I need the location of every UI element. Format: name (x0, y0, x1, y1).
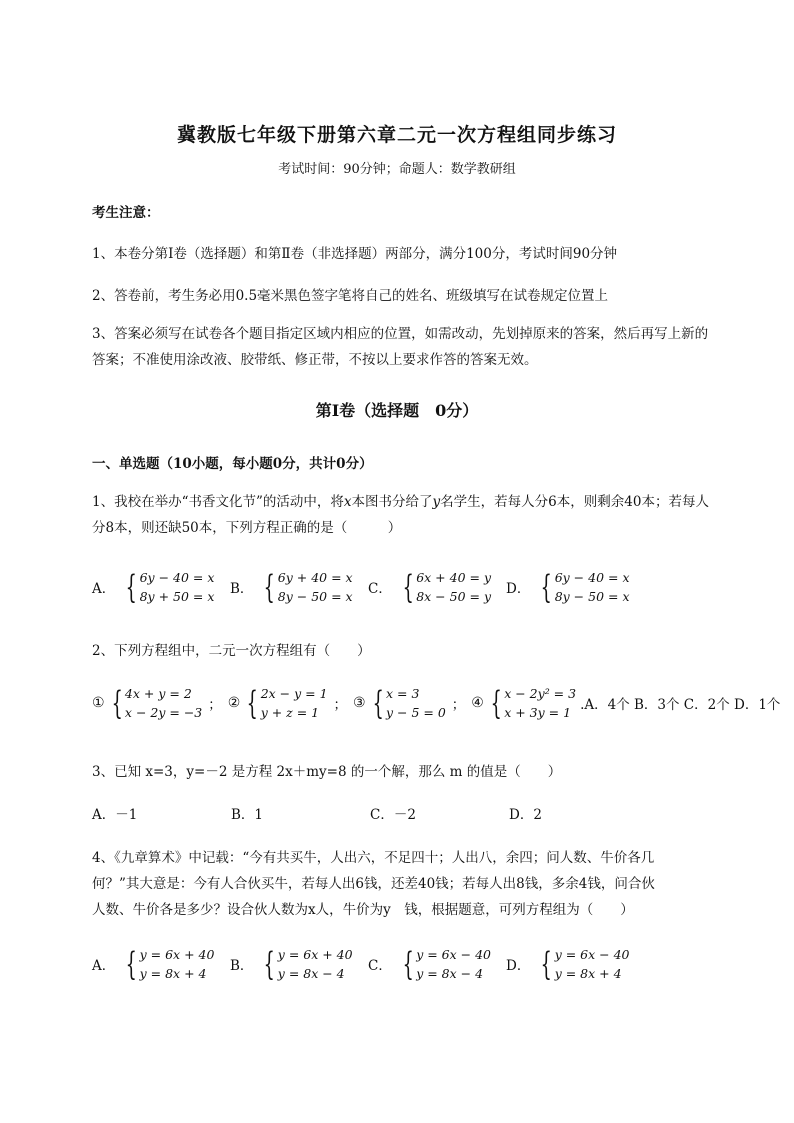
equation: x + 3y = 1 (504, 705, 572, 720)
equation: 8y − 50 = x (277, 589, 353, 604)
equation-system (242, 684, 327, 722)
q4-option-a[interactable] (92, 945, 230, 983)
question-4-options (92, 945, 644, 983)
q4-option-b[interactable] (230, 945, 368, 983)
equation: 6y + 40 = x (277, 570, 353, 585)
equation: y = 6x + 40 (139, 947, 215, 962)
q1-option-label: C． (368, 581, 392, 597)
equation: y = 6x − 40 (554, 947, 630, 962)
circled-number: ② (227, 695, 241, 711)
section-title: 第Ⅰ卷（选择题 0分） (315, 401, 479, 420)
q3-option-a[interactable]: A．－1 (92, 807, 138, 823)
separator: ； (333, 697, 348, 713)
q1-option-label: A． (92, 581, 116, 597)
question-3-stem: 3、已知 x=3，y=－2 是方程 2x＋my=8 的一个解，那么 m 的值是（ ） (92, 764, 562, 780)
equation-system (107, 684, 203, 722)
brace-icon: { (540, 568, 553, 606)
equation: 6y − 40 = x (139, 570, 215, 585)
brace-icon: { (372, 684, 384, 722)
separator: ； (451, 697, 466, 713)
notice-item-1: 1、本卷分第Ⅰ卷（选择题）和第Ⅱ卷（非选择题）两部分，满分100分，考试时间90分钟 (92, 246, 618, 262)
q1-option-a[interactable] (92, 568, 230, 606)
brace-icon: { (264, 568, 276, 606)
equation: 8y − 50 = x (554, 589, 630, 604)
question-2-stem: 2、下列方程组中，二元一次方程组有（ ） (92, 643, 371, 659)
question-1-stem (92, 489, 712, 541)
brace-icon: { (540, 945, 553, 983)
equation-system (259, 568, 352, 606)
equation-system (368, 684, 446, 722)
question-4-line-2: 何？”其大意是：今有人合伙买牛，若每人出6钱，还差40钱；若每人出8钱，多余4钱，问合伙 (92, 876, 655, 892)
equation: x − 2y² = 3 (504, 686, 577, 701)
q1-option-label: D． (506, 581, 531, 597)
q1-option-b[interactable] (230, 568, 368, 606)
brace-icon: { (402, 568, 414, 606)
q4-option-label: D． (506, 958, 531, 974)
equation: 6y − 40 = x (554, 570, 630, 585)
equation: y = 8x + 4 (139, 966, 207, 981)
equation: 8x − 50 = y (416, 589, 492, 604)
question-3-options (92, 803, 648, 823)
q4-option-c[interactable] (368, 945, 506, 983)
brace-icon: { (125, 568, 138, 606)
equation-system (536, 568, 629, 606)
brace-icon: { (264, 945, 276, 983)
equation: 8y + 50 = x (139, 589, 215, 604)
circled-number: ① (92, 695, 105, 711)
q3-option-d[interactable]: D．2 (509, 807, 542, 823)
equation: y = 6x − 40 (416, 947, 492, 962)
equation-system (398, 945, 491, 983)
q4-option-label: B． (230, 958, 254, 974)
equation-system (398, 568, 491, 606)
question-1-options (92, 568, 644, 606)
q1-var-x: x (343, 494, 352, 510)
question-4-line-1: 4、《九章算术》中记载：“今有共买牛，人出六，不足四十；人出八，余四；问人数、牛价各几 (92, 850, 655, 866)
q1-option-c[interactable] (368, 568, 506, 606)
circled-number: ③ (353, 695, 366, 711)
question-2-systems (92, 684, 780, 722)
brace-icon: { (111, 684, 123, 722)
q1-text-b: 本图书分给了 (351, 494, 433, 510)
brace-icon: { (125, 945, 138, 983)
q3-option-c[interactable]: C．－2 (370, 807, 416, 823)
notice-item-3: 3、答案必须写在试卷各个题目指定区域内相应的位置，如需改动，先划掉原来的答案，然后再写上新的答案；不准使用涂改液、胶带纸、修正带，不按以上要求作答的答案无效。 (92, 326, 709, 368)
circled-number: ④ (471, 695, 484, 711)
q3-option-b[interactable]: B．1 (231, 807, 264, 823)
equation: 6x + 40 = y (416, 570, 492, 585)
question-2-answer-choices[interactable]: .A．4个 B．3个 C．2个 D．1个 (580, 697, 781, 713)
q1-option-label: B． (230, 581, 254, 597)
document-title: 冀教版七年级下册第六章二元一次方程组同步练习 (176, 124, 617, 146)
equation: x − 2y = −3 (124, 705, 203, 720)
equation: y = 8x − 4 (277, 966, 345, 981)
equation-system (536, 945, 629, 983)
equation: 4x + y = 2 (124, 686, 192, 701)
equation: y = 8x + 4 (554, 966, 622, 981)
notice-item-2: 2、答卷前，考生务必用0.5毫米黑色签字笔将自己的姓名、班级填写在试卷规定位置上 (92, 288, 609, 304)
q4-option-label: C． (368, 958, 392, 974)
separator: ； (208, 697, 222, 713)
q4-option-label: A． (92, 958, 116, 974)
equation-system (121, 568, 214, 606)
q4-option-d[interactable] (506, 945, 644, 983)
question-4-line-3: 人数、牛价各是多少？设合伙人数为x人，牛价为y 钱，根据题意，可列方程组为（ ） (92, 902, 634, 918)
q1-text-a: 1、我校在举办“书香文化节”的活动中，将 (92, 494, 344, 510)
q1-option-d[interactable] (506, 568, 644, 606)
equation-system (259, 945, 352, 983)
part-title: 一、单选题（10小题，每小题0分，共计0分） (92, 456, 373, 472)
equation: y − 5 = 0 (385, 705, 446, 720)
brace-icon: { (490, 684, 502, 722)
brace-icon: { (246, 684, 259, 722)
equation: y = 8x − 4 (416, 966, 484, 981)
equation-system (486, 684, 576, 722)
equation: 2x − y = 1 (260, 686, 328, 701)
brace-icon: { (402, 945, 414, 983)
notice-heading: 考生注意： (92, 205, 160, 221)
q1-var-y: y (432, 494, 441, 510)
q1-text-c: 名学生，若每人分6本，则剩余40本；若每人分8本，则还缺50本，下列方程正确的是（ ） (92, 494, 709, 536)
equation-system (121, 945, 214, 983)
equation: y + z = 1 (260, 705, 320, 720)
exam-info: 考试时间：90分钟；命题人：数学教研组 (278, 162, 516, 177)
equation: y = 6x + 40 (277, 947, 353, 962)
equation: x = 3 (385, 686, 420, 701)
